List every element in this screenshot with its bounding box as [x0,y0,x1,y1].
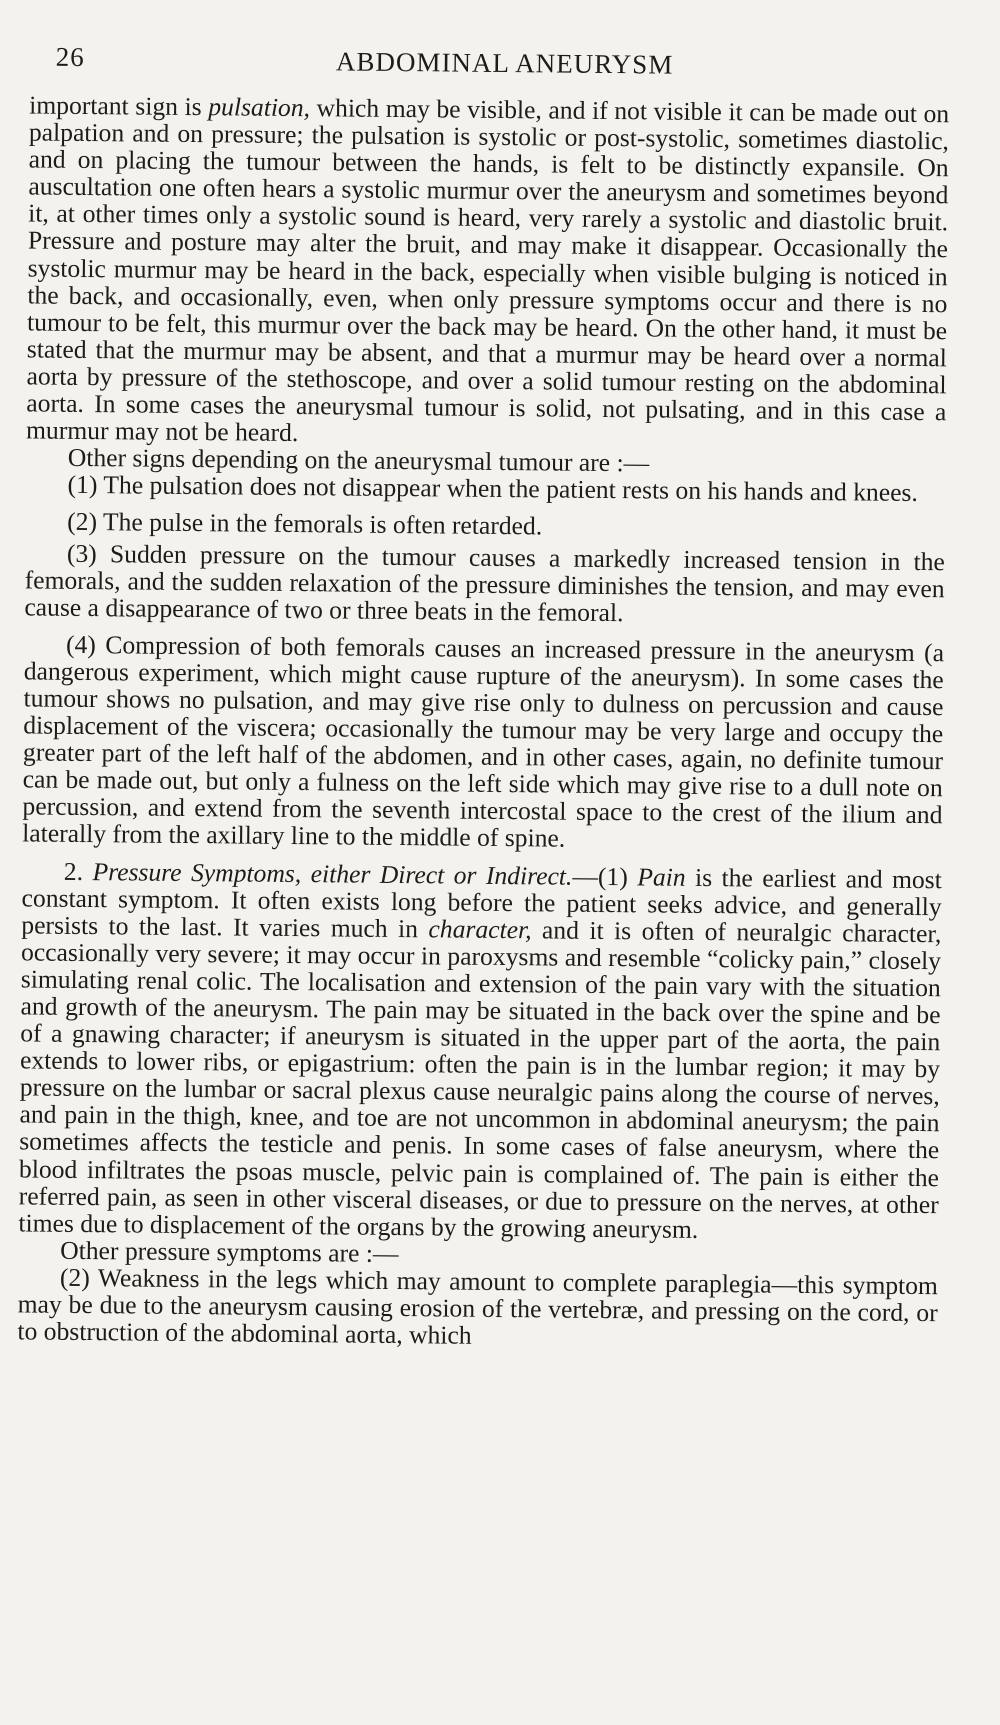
paragraph-other-signs: Other signs depending on the aneurysmal tumour are :— [67,443,650,478]
paragraph-other-pressure: Other pressure symptoms are :— [60,1235,399,1268]
list-item-sign-3: (3) Sudden pressure on the tumour causes a markedly increased tension in the femorals, and the sudden relaxation of the pressure diminishes the tension, and may even cause a disappearance of two or three beats in the femoral. [24,538,946,627]
list-item-sign-1: (1) The pulsation does not disappear when the patient rests on his hands and knees. [67,470,919,508]
text-run: important sign is [29,90,209,122]
italic-term-pulsation: pulsation, [208,92,311,123]
text-run: which may be visible, and if not visible it can be made out on palpation and on pressure; the pulsation is systolic or post-systolic, sometimes diastolic, and on placing the tumour between the hands, is felt to be distinctly expansile. On auscultation one often hears a systolic murmur over the aneurysm and sometimes beyond it, at other times only a systolic sound is heard, very rarely a systolic and diastolic bruit. Pressure and posture may alter the bruit, and may make it disappear. Occasionally the systolic murmur may be heard in the back, especially when visible bulging is noticed in the back, and occasionally, even, when only pressure symptoms occur and there is no tumour to be felt, this murmur over the back may be heard. On the other hand, it must be stated that the murmur may be absent, and that a murmur may be heard over a normal aorta by pressure of the stethoscope, and over a solid tumour resting on the abdominal aorta. In some cases the aneurysmal tumour is solid, not pulsating, and in this case a murmur may not be heard. [25,93,950,448]
section-heading: Pressure Symptoms, either Direct or Indirect. [92,856,573,891]
section-number: 2. [63,856,93,886]
text-run: and it is often of neuralgic character, occasionally very severe; it may occur in paroxysms and resemble “colicky pain,” closely simulating renal colic. The localisation and extension of the pain vary with the situation and growth of the aneurysm. The pain may be situated in the back over the spine and be of a gnawing character; if aneurysm is situated in the upper part of the aorta, the pain extends to lower ribs, or epigastrium: often the pain is in the lumbar region; it may by pressure on the lumbar or sacral plexus cause neuralgic pains along the course of nerves, and pain in the thigh, knee, and toe are not uncommon in abdominal aneurysm; the pain sometimes affects the testicle and penis. In some cases of false aneurysm, where the blood infiltrates the psoas muscle, pelvic pain is complained of. The pain is either the referred pain, as seen in other visceral diseases, or due to pressure on the nerves, at other times due to displacement of the organs by the growing aneurysm. [18,915,942,1244]
italic-term-character: character, [428,914,532,945]
running-head: ABDOMINAL ANEURYSM [335,46,674,80]
list-item-sign-2: (2) The pulse in the femorals is often retarded. [67,507,543,541]
list-item-weakness: (2) Weakness in the legs which may amount to complete paraplegia—this symptom may be due to the aneurysm causing erosion of the vertebræ, and pressing on the cord, or to obstruction of the abdominal aorta, which [17,1262,939,1350]
page-number: 26 [55,41,85,72]
paragraph-pressure-symptoms [18,857,942,1245]
text-run: —(1) [572,861,638,891]
list-item-sign-4: (4) Compression of both femorals causes an increased pressure in the aneurysm (a dangerous experiment, which might cause rupture of the aneurysm). In some cases the tumour shows no pulsation, and may give rise only to dulness on percussion and cause displacement of the viscera; occasionally the tumour may be very large and occupy the greater part of the left half of the abdomen, and in other cases, again, no definite tumour can be made out, but only a fulness on the left side which may give rise to a dull note on percussion, and extend from the seventh intercostal space to the crest of the ilium and laterally from the axillary line to the middle of spine. [22,629,945,854]
text-run: is the earliest and most constant symptom. It often exists long before the patient seeks advice, and generally persists to the last. It varies much in [21,862,942,944]
page-header [30,31,950,84]
paragraph-pulsation [26,91,949,452]
body-text [17,91,949,1353]
italic-term-pain: Pain [637,861,686,892]
